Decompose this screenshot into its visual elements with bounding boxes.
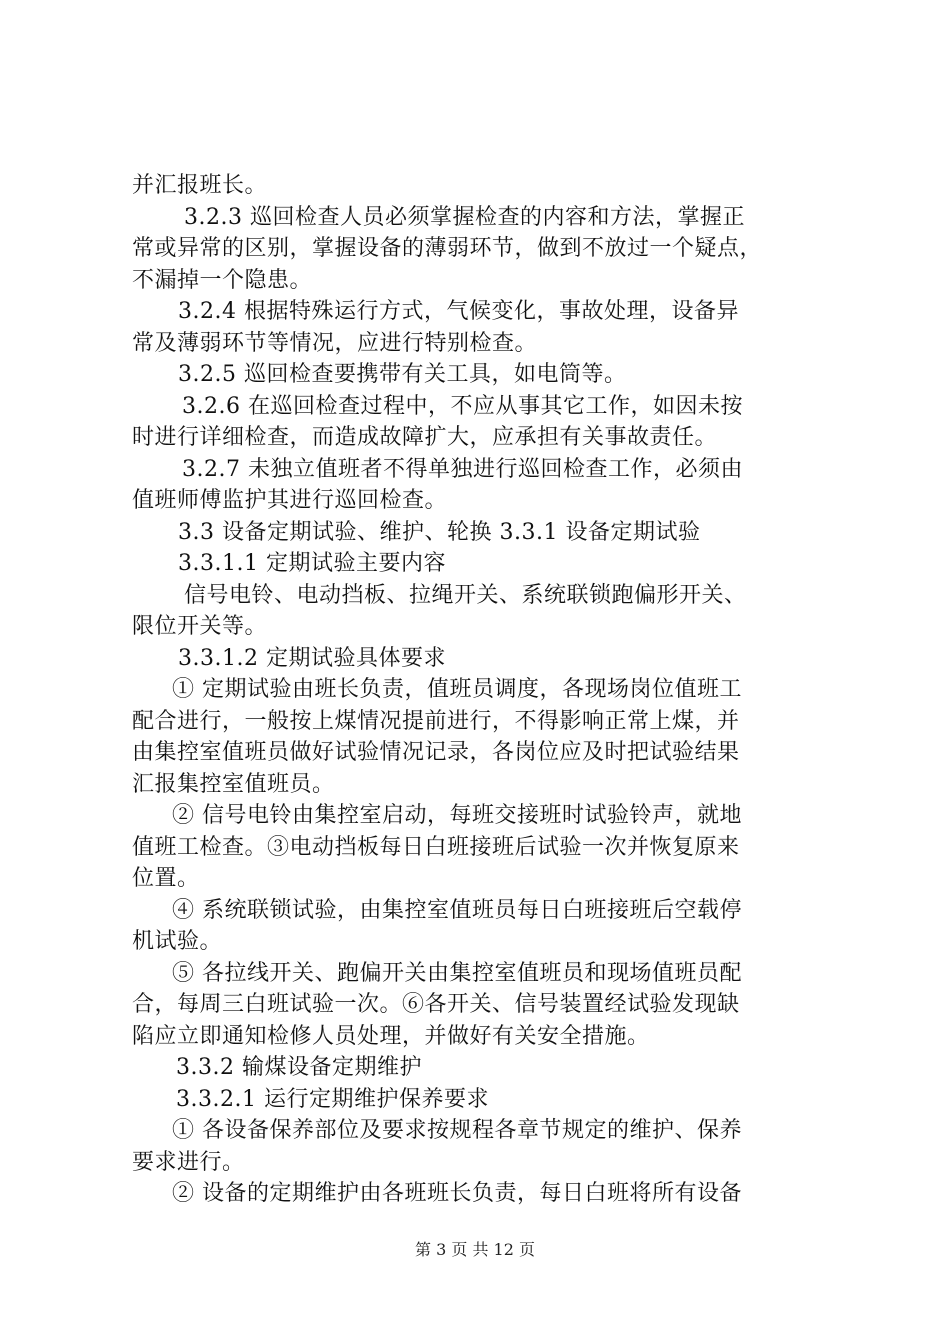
text-line: 陷应立即通知检修人员处理，并做好有关安全措施。 — [132, 1023, 650, 1049]
text-line: 机试验。 — [132, 929, 223, 954]
paragraph-p9 — [132, 643, 838, 675]
paragraph-p3 — [132, 359, 838, 391]
paragraph-p13 — [132, 958, 838, 1053]
paragraph-p5 — [132, 454, 838, 517]
text-line: 常及薄弱环节等情况，应进行特别检查。 — [132, 330, 538, 356]
text-line: 3.2.4 根据特殊运行方式，气候变化，事故处理，设备异 — [178, 299, 739, 324]
text-line: 3.3.2.1 运行定期维护保养要求 — [176, 1086, 489, 1112]
text-line: 时进行详细检查，而造成故障扩大，应承担有关事故责任。 — [132, 425, 718, 450]
text-line: ④ 系统联锁试验，由集控室值班员每日白班接班后空载停 — [172, 897, 742, 923]
page-footer: 第 3 页 共 12 页 — [415, 1240, 535, 1259]
text-line: ② 设备的定期维护由各班班长负责，每日白班将所有设备 — [172, 1181, 742, 1206]
text-line: 合，每周三白班试验一次。⑥各开关、信号装置经试验发现缺 — [132, 992, 740, 1017]
text-line: 3.3.1.2 定期试验具体要求 — [178, 645, 446, 671]
text-line: ② 信号电铃由集控室启动，每班交接班时试验铃声，就地 — [172, 803, 742, 828]
text-line: 3.2.5 巡回检查要携带有关工具，如电筒等。 — [178, 362, 627, 387]
document-body — [132, 170, 838, 1210]
paragraph-p10 — [132, 674, 838, 800]
text-line: ① 各设备保养部位及要求按规程各章节规定的维护、保养 — [172, 1118, 742, 1143]
paragraph-p7 — [132, 548, 838, 580]
text-line: 3.3 设备定期试验、维护、轮换 3.3.1 设备定期试验 — [178, 519, 701, 545]
text-line: 3.2.7 未独立值班者不得单独进行巡回检查工作，必须由 — [182, 456, 743, 482]
text-line: 常或异常的区别，掌握设备的薄弱环节，做到不放过一个疑点， — [132, 236, 763, 261]
paragraph-p1 — [132, 202, 838, 297]
text-line: 要求进行。 — [132, 1149, 245, 1175]
text-line: 并汇报班长。 — [132, 173, 268, 198]
text-line: 信号电铃、电动挡板、拉绳开关、系统联锁跑偏形开关、 — [184, 582, 747, 608]
paragraph-p11 — [132, 800, 838, 895]
text-line: 由集控室值班员做好试验情况记录，各岗位应及时把试验结果 — [132, 740, 740, 765]
text-line: 位置。 — [132, 866, 200, 891]
paragraph-p15 — [132, 1084, 838, 1116]
text-line: 3.3.2 输煤设备定期维护 — [176, 1055, 422, 1080]
paragraph-p8 — [132, 580, 838, 643]
text-line: 3.2.3 巡回检查人员必须掌握检查的内容和方法，掌握正 — [184, 204, 745, 230]
text-line: ① 定期试验由班长负责，值班员调度，各现场岗位值班工 — [172, 677, 742, 702]
text-line: 值班师傅监护其进行巡回检查。 — [132, 488, 448, 513]
paragraph-p12 — [132, 895, 838, 958]
text-line: 限位开关等。 — [132, 614, 268, 639]
paragraph-p16 — [132, 1115, 838, 1178]
paragraph-p0 — [132, 170, 838, 202]
paragraph-p14 — [132, 1052, 838, 1084]
text-line: 配合进行，一般按上煤情况提前进行，不得影响正常上煤，并 — [132, 708, 740, 734]
paragraph-p17 — [132, 1178, 838, 1210]
text-line: 值班工检查。③电动挡板每日白班接班后试验一次并恢复原来 — [132, 834, 740, 860]
paragraph-p2 — [132, 296, 838, 359]
text-line: 3.3.1.1 定期试验主要内容 — [178, 551, 446, 576]
text-line: 不漏掉一个隐患。 — [132, 267, 313, 293]
paragraph-p6 — [132, 517, 838, 549]
text-line: 汇报集控室值班员。 — [132, 771, 335, 797]
text-line: 3.2.6 在巡回检查过程中，不应从事其它工作，如因未按 — [182, 393, 743, 419]
text-line: ⑤ 各拉线开关、跑偏开关由集控室值班员和现场值班员配 — [172, 960, 742, 986]
paragraph-p4 — [132, 391, 838, 454]
